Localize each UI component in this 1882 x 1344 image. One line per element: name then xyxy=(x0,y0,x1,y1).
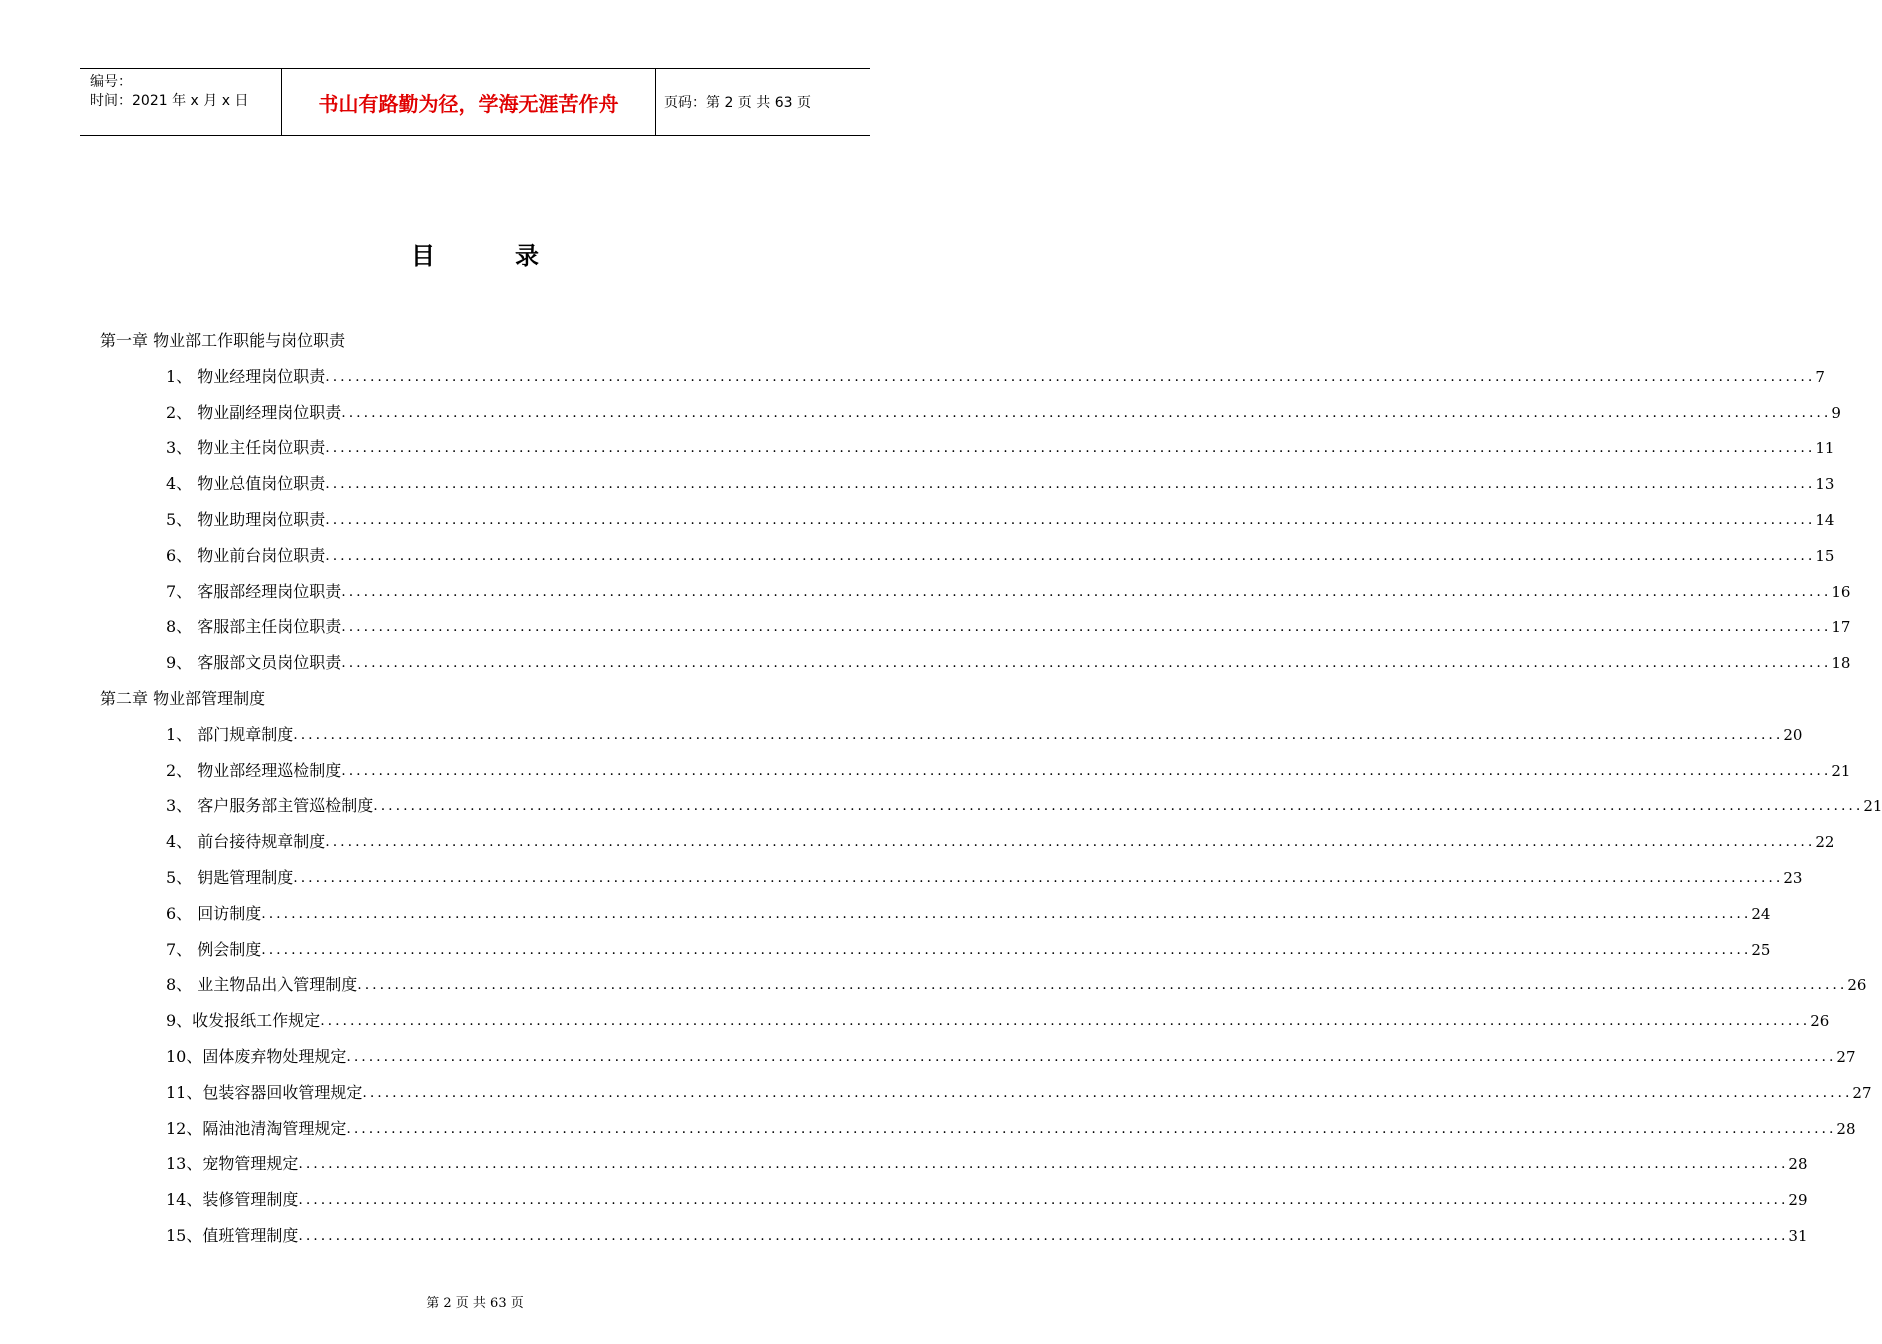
toc-entry[interactable] xyxy=(166,402,1841,424)
toc-leader-dots: ........................................................................................................................................................................................................ xyxy=(298,1228,1789,1244)
toc-leader-dots: ........................................................................................................................................................................................................ xyxy=(373,798,1864,815)
toc-entry-page: 20 xyxy=(1783,725,1803,744)
toc-entry-label: 2、 物业副经理岗位职责 xyxy=(166,402,342,422)
toc-entry[interactable] xyxy=(166,795,1882,817)
toc-entry-page: 13 xyxy=(1815,475,1835,494)
toc-title: 目录 xyxy=(411,242,619,270)
toc-entry[interactable] xyxy=(166,1153,1808,1175)
toc-entry-label: 9、收发报纸工作规定 xyxy=(166,1011,321,1031)
toc-entry-label: 10、固体废弃物处理规定 xyxy=(166,1047,347,1066)
toc-entry-label: 3、 物业主任岗位职责 xyxy=(166,438,326,458)
toc-entry[interactable] xyxy=(166,1118,1856,1140)
toc-chapter: 第一章 物业部工作职能与岗位职责 xyxy=(100,331,346,350)
toc-leader-dots: ........................................................................................................................................................................................................ xyxy=(325,547,1816,564)
toc-entry-page: 28 xyxy=(1836,1119,1856,1138)
toc-leader-dots: ........................................................................................................................................................................................................ xyxy=(325,368,1816,385)
toc-leader-dots: ........................................................................................................................................................................................................ xyxy=(293,870,1784,886)
toc-entry[interactable] xyxy=(166,509,1835,531)
toc-entry-label: 8、 客服部主任岗位职责 xyxy=(166,617,342,637)
toc-entry[interactable] xyxy=(166,724,1803,746)
toc-entry-label: 7、 例会制度 xyxy=(166,939,262,959)
toc-entry[interactable] xyxy=(166,1225,1808,1247)
toc-entry-label: 13、宠物管理规定 xyxy=(166,1154,299,1174)
toc-entry-page: 26 xyxy=(1847,976,1867,995)
toc-entry-page: 24 xyxy=(1751,904,1771,923)
toc-leader-dots: ........................................................................................................................................................................................................ xyxy=(346,1120,1837,1137)
toc-entry-page: 18 xyxy=(1831,654,1851,673)
header-motto: 书山有路勤为径，学海无涯苦作舟 xyxy=(282,69,656,135)
header-meta xyxy=(80,69,282,135)
toc-leader-dots: ........................................................................................................................................................................................................ xyxy=(346,1049,1837,1065)
toc-leader-dots: ........................................................................................................................................................................................................ xyxy=(325,834,1816,851)
toc-entry-page: 26 xyxy=(1810,1012,1830,1031)
toc-entry-label: 6、 物业前台岗位职责 xyxy=(166,545,326,565)
toc-leader-dots: ........................................................................................................................................................................................................ xyxy=(261,905,1752,922)
toc-entry-label: 15、值班管理制度 xyxy=(166,1226,299,1245)
toc-leader-dots: ........................................................................................................................................................................................................ xyxy=(341,762,1832,779)
toc-chapter: 第二章 物业部管理制度 xyxy=(100,689,266,708)
toc-entry-label: 9、 客服部文员岗位职责 xyxy=(166,653,342,673)
toc-entry-label: 1、 物业经理岗位职责 xyxy=(166,366,326,386)
toc-leader-dots: ........................................................................................................................................................................................................ xyxy=(325,440,1816,457)
toc-leader-dots: ........................................................................................................................................................................................................ xyxy=(298,1192,1789,1209)
toc-entry-label: 1、 部门规章制度 xyxy=(166,724,294,744)
toc-entry-page: 23 xyxy=(1783,869,1803,887)
toc-entry-page: 22 xyxy=(1815,833,1835,852)
header-page-info: 页码：第 2 页 共 63 页 xyxy=(664,95,811,111)
toc-entry[interactable] xyxy=(166,903,1771,925)
toc-entry-label: 11、包装容器回收管理规定 xyxy=(166,1082,363,1102)
toc-entry[interactable] xyxy=(166,867,1803,889)
toc-entry-page: 28 xyxy=(1788,1155,1808,1174)
toc-entry-page: 7 xyxy=(1815,367,1825,386)
toc-leader-dots: ........................................................................................................................................................................................................ xyxy=(325,476,1816,493)
toc-leader-dots: ........................................................................................................................................................................................................ xyxy=(320,1013,1811,1030)
toc-entry[interactable] xyxy=(166,939,1771,961)
toc-entry[interactable] xyxy=(166,366,1825,388)
toc-leader-dots: ........................................................................................................................................................................................................ xyxy=(341,404,1832,421)
toc-entry-page: 11 xyxy=(1815,439,1835,458)
toc-entry[interactable] xyxy=(166,616,1851,638)
toc-entry-page: 27 xyxy=(1836,1048,1856,1066)
toc-entry-label: 14、装修管理制度 xyxy=(166,1190,299,1210)
toc-entry[interactable] xyxy=(166,1010,1830,1032)
toc-entry-page: 17 xyxy=(1831,618,1851,637)
toc-entry-page: 27 xyxy=(1852,1083,1872,1102)
toc-entry[interactable] xyxy=(166,1046,1856,1068)
toc-entry-page: 15 xyxy=(1815,546,1835,565)
toc-entry[interactable] xyxy=(166,1189,1808,1211)
toc-entry-label: 2、 物业部经理巡检制度 xyxy=(166,760,342,780)
toc-entry-label: 5、 物业助理岗位职责 xyxy=(166,510,326,529)
page-footer: 第 2 页 共 63 页 xyxy=(426,1296,524,1311)
toc-entry[interactable] xyxy=(166,473,1835,495)
page-header xyxy=(80,68,870,136)
toc-entry-label: 3、 客户服务部主管巡检制度 xyxy=(166,796,374,816)
toc-entry-page: 21 xyxy=(1831,761,1851,780)
toc-leader-dots: ........................................................................................................................................................................................................ xyxy=(357,977,1848,994)
toc-entry-label: 7、 客服部经理岗位职责 xyxy=(166,581,342,601)
toc-entry-page: 9 xyxy=(1831,403,1841,422)
toc-entry[interactable] xyxy=(166,1082,1872,1104)
toc-entry-label: 6、 回访制度 xyxy=(166,903,262,923)
toc-entry-page: 14 xyxy=(1815,511,1835,529)
toc-entry[interactable] xyxy=(166,545,1835,567)
header-code-label: 编号： xyxy=(90,74,132,90)
toc-entry-page: 25 xyxy=(1751,940,1771,959)
toc-entry[interactable] xyxy=(166,974,1867,996)
toc-entry-page: 16 xyxy=(1831,582,1851,601)
header-time-label: 时间：2021 年 x 月 x 日 xyxy=(90,93,249,109)
toc-leader-dots: ........................................................................................................................................................................................................ xyxy=(293,726,1784,743)
toc-entry[interactable] xyxy=(166,831,1835,853)
toc-entry[interactable] xyxy=(166,760,1851,782)
toc-entry-label: 4、 物业总值岗位职责 xyxy=(166,474,326,494)
toc-entry[interactable] xyxy=(166,652,1851,674)
toc-leader-dots: ........................................................................................................................................................................................................ xyxy=(362,1084,1853,1101)
toc-leader-dots: ........................................................................................................................................................................................................ xyxy=(325,512,1816,528)
toc-entry-label: 5、 钥匙管理制度 xyxy=(166,868,294,887)
toc-entry[interactable] xyxy=(166,581,1851,603)
toc-leader-dots: ........................................................................................................................................................................................................ xyxy=(261,941,1752,958)
toc-leader-dots: ........................................................................................................................................................................................................ xyxy=(341,619,1832,636)
toc-leader-dots: ........................................................................................................................................................................................................ xyxy=(298,1156,1789,1173)
toc-entry[interactable] xyxy=(166,437,1835,459)
toc-entry-label: 4、 前台接待规章制度 xyxy=(166,832,326,852)
toc-entry-page: 31 xyxy=(1788,1227,1808,1245)
toc-leader-dots: ........................................................................................................................................................................................................ xyxy=(341,655,1832,672)
toc-entry-page: 29 xyxy=(1788,1191,1808,1210)
toc-entry-label: 8、 业主物品出入管理制度 xyxy=(166,975,358,995)
toc-entry-page: 21 xyxy=(1863,797,1882,816)
toc-leader-dots: ........................................................................................................................................................................................................ xyxy=(341,583,1832,600)
toc-entry-label: 12、隔油池清淘管理规定 xyxy=(166,1118,347,1138)
